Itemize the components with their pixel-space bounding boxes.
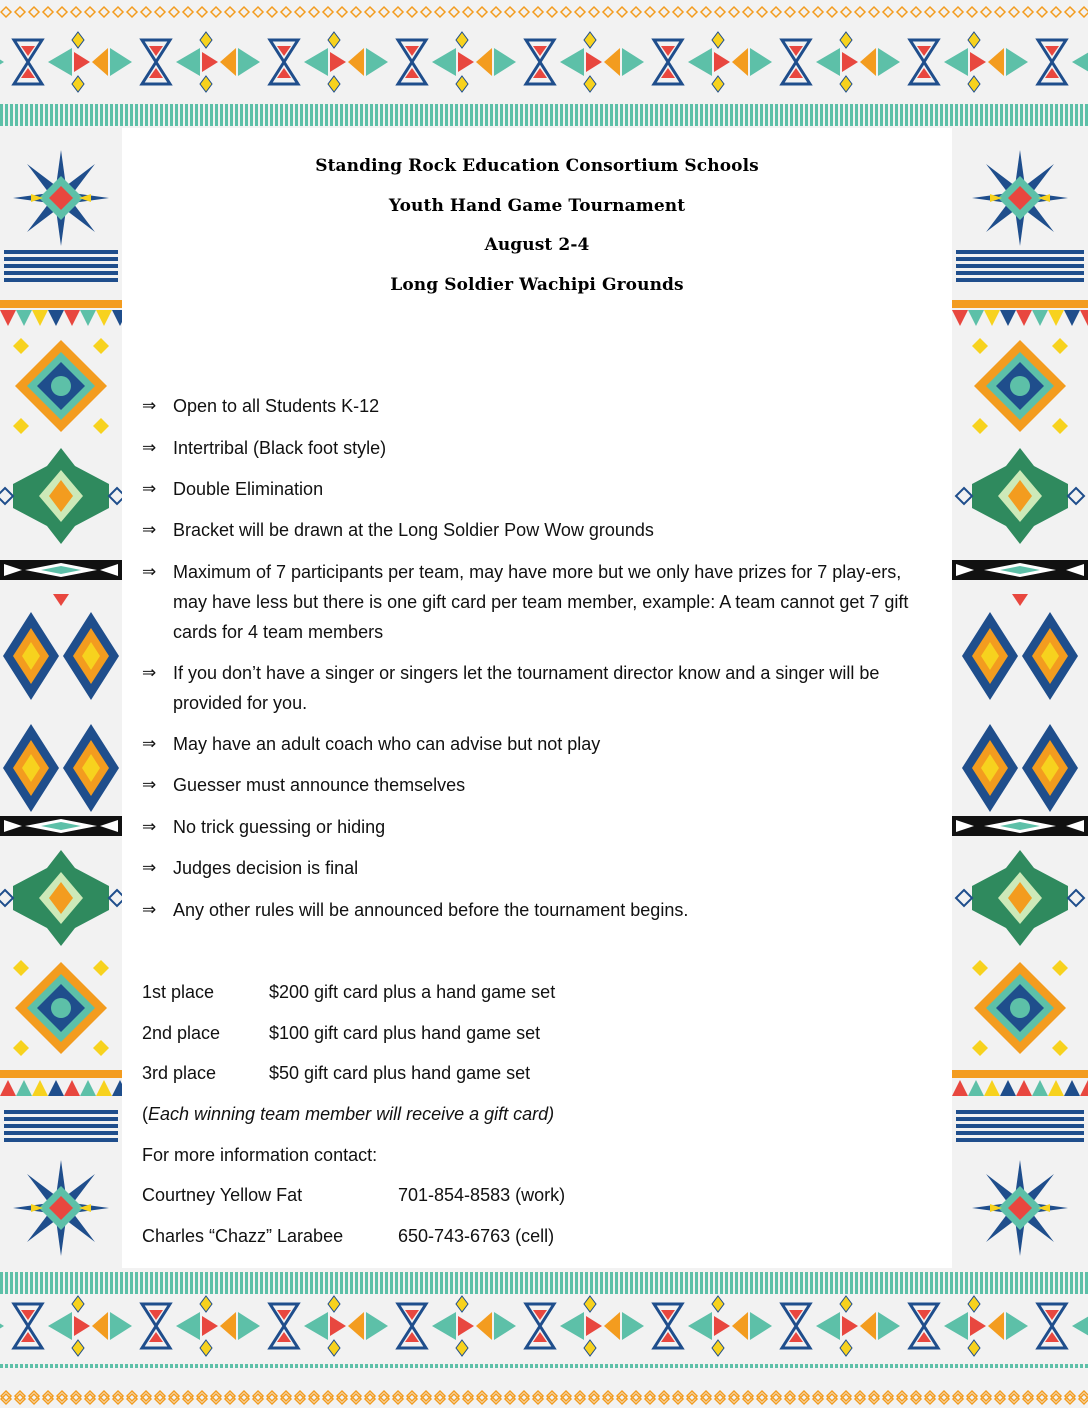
contact-name: Charles “Chazz” Larabee — [142, 1226, 344, 1246]
title-line-location: Long Soldier Wachipi Grounds — [390, 275, 684, 295]
left-tribal-pattern-border — [0, 128, 122, 1268]
prize-description: $100 gift card plus hand game set — [269, 1023, 541, 1043]
arrow-bullet-icon: ⇒ — [142, 520, 157, 540]
list-item: ⇒ Double Elimination — [142, 474, 932, 504]
list-item: ⇒ Judges decision is final — [142, 853, 932, 883]
prize-place: 3rd place — [142, 1063, 217, 1083]
list-item: ⇒ Open to all Students K-12 — [142, 391, 932, 421]
list-item: ⇒ Maximum of 7 participants per team, may have more but we only have prizes for 7 play-ers, may have less but there is one gift card per team member, example: A team cannot get 7 gift cards for 4 team members — [142, 557, 932, 647]
prize-description: $50 gift card plus hand game set — [269, 1063, 531, 1083]
arrow-bullet-icon: ⇒ — [142, 562, 157, 582]
arrow-bullet-icon: ⇒ — [142, 900, 157, 920]
flyer-content-panel: Standing Rock Education Consortium Schools Youth Hand Game Tournament August 2-4 Long Soldier Wachipi Grounds ⇒ Open to all Students K-12 ⇒ Intertribal (Black foot style) ⇒ Double Elimination ⇒ Bracket will be drawn at the Long Soldier Pow Wow grounds ⇒ Maximum of 7 participants per team, may have more but we only have prizes for 7 play-ers, may have less but there is one gift card per team member, example: A team cannot get 7 gift cards for 4 team members ⇒ If you don’t have a singer or singers let the tournament director know and a singer will be provided for you. ⇒ May have an adult coach who can advise but not play ⇒ Guesser must announce themselves ⇒ No trick guessing or hiding ⇒ Judges decision is final ⇒ Any other rules will be announced before the tournament begins. 1st place $200 gift card plus a hand game set 2nd place $100 gift card plus hand game set 3rd place $50 gift card plus hand game set (Each winning team member will receive a gift card) For more information contact: Courtney Yellow Fat 701-854-8583 (work) Charles “Chazz” Larabee 650-743-6763 (cell) — [122, 128, 952, 1268]
list-item: ⇒ May have an adult coach who can advise but not play — [142, 729, 932, 759]
arrow-bullet-icon: ⇒ — [142, 734, 157, 754]
contact-phone: 701-854-8583 (work) — [398, 1185, 566, 1205]
right-tribal-pattern-border — [952, 128, 1088, 1268]
list-item: ⇒ Bracket will be drawn at the Long Soldier Pow Wow grounds — [142, 515, 932, 545]
prize-place: 2nd place — [142, 1023, 221, 1043]
prize-place: 1st place — [142, 982, 215, 1002]
arrow-bullet-icon: ⇒ — [142, 438, 157, 458]
contact-name: Courtney Yellow Fat — [142, 1185, 303, 1205]
arrow-bullet-icon: ⇒ — [142, 775, 157, 795]
arrow-bullet-icon: ⇒ — [142, 817, 157, 837]
list-item: ⇒ No trick guessing or hiding — [142, 812, 932, 842]
arrow-bullet-icon: ⇒ — [142, 479, 157, 499]
list-item: ⇒ Any other rules will be announced before the tournament begins. — [142, 895, 932, 925]
list-item: ⇒ If you don’t have a singer or singers let the tournament director know and a singer will be provided for you. — [142, 658, 932, 718]
list-item: ⇒ Guesser must announce themselves — [142, 770, 932, 800]
title-line-schools: Standing Rock Education Consortium Schools — [315, 156, 759, 176]
bottom-tribal-pattern-border — [0, 1268, 1088, 1408]
list-item: ⇒ Intertribal (Black foot style) — [142, 433, 932, 463]
arrow-bullet-icon: ⇒ — [142, 396, 157, 416]
arrow-bullet-icon: ⇒ — [142, 663, 157, 683]
prize-description: $200 gift card plus a hand game set — [269, 982, 556, 1002]
title-line-dates: August 2-4 — [484, 235, 590, 255]
top-tribal-pattern-border — [0, 0, 1088, 128]
contact-phone: 650-743-6763 (cell) — [398, 1226, 555, 1246]
title-line-tournament: Youth Hand Game Tournament — [388, 196, 686, 216]
arrow-bullet-icon: ⇒ — [142, 858, 157, 878]
